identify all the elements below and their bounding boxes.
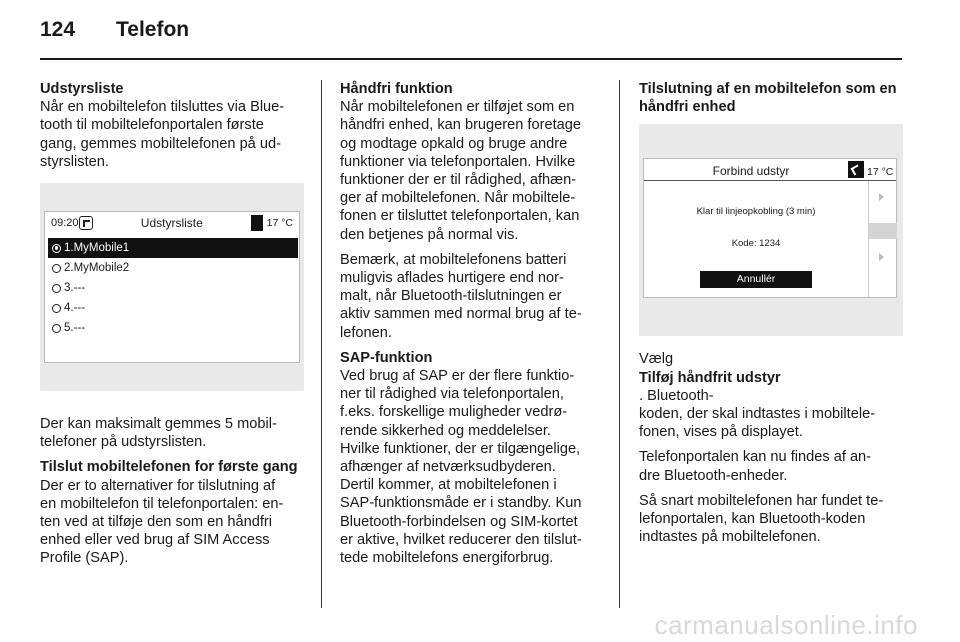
device-name: 1.MyMobile1 xyxy=(64,241,130,254)
device-list-screenshot xyxy=(40,183,304,391)
cancel-button: Annullér xyxy=(700,271,812,288)
text-line: en mobiltelefon til telefonportalen: en- xyxy=(40,495,284,512)
list-item xyxy=(48,298,298,318)
clock: 09:20 xyxy=(51,216,79,229)
text-line: f.eks. forskellige muligheder vedrø- xyxy=(340,404,568,421)
heading-udstyrsliste: Udstyrsliste xyxy=(40,81,124,97)
watermark: carmanualsonline.info xyxy=(654,610,918,640)
menu-reference: Tilføj håndfrit udstyr xyxy=(639,369,781,386)
text-fragment: . Bluetooth- xyxy=(639,387,714,404)
text-line: aktiv sammen med normal brug af te- xyxy=(340,306,582,323)
pairing-code: Kode: 1234 xyxy=(731,238,781,250)
text-line: koden, der skal indtastes i mobiltele- xyxy=(639,406,876,423)
screen-top-bar xyxy=(45,212,299,234)
text-line: Der er to alternativer for tilslutning af xyxy=(40,477,276,494)
text-line: muligvis aflades hurtigere end nor- xyxy=(340,270,564,287)
phone-connect-icon xyxy=(848,161,864,178)
text-line: er aktive, hvilket reducerer den tilslut- xyxy=(340,531,582,548)
text-line: Der kan maksimalt gemmes 5 mobil- xyxy=(40,416,277,433)
text-line: lefonen. xyxy=(340,324,392,341)
page-header xyxy=(40,18,189,48)
text-line: SAP-funktionsmåde er i standby. Kun xyxy=(340,495,582,512)
temperature: 17 °C xyxy=(867,166,894,179)
heading-first-connection: Tilslut mobiltelefonen for første gang xyxy=(40,459,298,476)
text-line: styrslisten. xyxy=(40,153,109,170)
text-line: afhænger af netværksudbyderen. xyxy=(340,459,556,476)
paragraph xyxy=(340,251,604,342)
temperature: 17 °C xyxy=(266,216,293,229)
text-line: Når mobiltelefonen er tilføjet som en xyxy=(340,99,575,116)
arrow-right-icon xyxy=(879,193,884,201)
heading-line: håndfri enhed xyxy=(639,99,736,116)
paragraph xyxy=(40,415,304,451)
column-divider xyxy=(321,80,322,608)
column-1 xyxy=(40,80,304,575)
heading-connect-handsfree xyxy=(639,80,903,116)
page-number: 124 xyxy=(40,18,76,41)
arrow-right-icon xyxy=(879,253,884,261)
header-rule xyxy=(40,58,902,60)
text-line: funktioner via telefonportalen. Hvilke xyxy=(340,153,576,170)
text-line: Så snart mobiltelefonen har fundet te- xyxy=(639,492,884,509)
connect-device-screenshot xyxy=(639,124,903,336)
text-line: Ved brug af SAP er der flere funktio- xyxy=(340,368,575,385)
heading-handsfree: Håndfri funktion xyxy=(340,81,453,97)
paragraph xyxy=(40,98,304,171)
radio-selected-icon xyxy=(52,244,61,253)
text-line: indtastes på mobiltelefonen. xyxy=(639,529,821,546)
display-screen xyxy=(643,158,897,298)
text-line: tooth til mobiltelefonportalen første xyxy=(40,117,264,134)
text-line: ner til rådighed via telefonportalen, xyxy=(340,386,564,403)
phone-status-icon xyxy=(251,215,263,231)
heading-sap: SAP-funktion xyxy=(340,349,433,366)
column-divider xyxy=(619,80,620,608)
text-line: Bluetooth-forbindelsen og SIM-kortet xyxy=(340,513,578,530)
text-line: Profile (SAP). xyxy=(40,550,129,567)
list-item xyxy=(48,238,298,258)
text-line: gang, gemmes mobiltelefonen på ud- xyxy=(40,135,281,152)
list-item xyxy=(48,258,298,278)
text-line: Bemærk, at mobiltelefonens batteri xyxy=(340,251,567,268)
column-2 xyxy=(340,80,604,574)
text-line xyxy=(639,350,903,405)
text-line: malt, når Bluetooth-tilslutningen er xyxy=(340,288,562,305)
device-name: 4.--- xyxy=(64,301,86,314)
text-line: dre Bluetooth-enheder. xyxy=(639,467,788,484)
text-line: Når en mobiltelefon tilsluttes via Blue- xyxy=(40,99,285,116)
screen-title: Udstyrsliste xyxy=(140,215,203,230)
text-line: lefonportalen, kan Bluetooth-koden xyxy=(639,511,866,528)
text-fragment: Vælg xyxy=(639,351,674,368)
device-name: 3.--- xyxy=(64,281,86,294)
paragraph xyxy=(639,350,903,441)
radio-icon xyxy=(52,264,61,273)
paragraph xyxy=(340,98,604,244)
section-title: Telefon xyxy=(116,18,190,41)
device-name: 2.MyMobile2 xyxy=(64,261,130,274)
paragraph xyxy=(639,448,903,484)
highlight-band xyxy=(869,223,897,239)
heading-line: Tilslutning af en mobiltelefon som en xyxy=(639,81,897,97)
text-line: telefoner på udstyrslisten. xyxy=(40,434,207,451)
paragraph xyxy=(340,367,604,567)
text-line: fonen er tilsluttet telefonportalen, kan xyxy=(340,208,580,225)
display-screen xyxy=(44,211,300,363)
text-line: rende sikkerhed og meddelelser. xyxy=(340,422,551,439)
list-item xyxy=(48,318,298,338)
screen-title-bar xyxy=(644,159,896,181)
phone-icon xyxy=(79,216,93,230)
device-list xyxy=(48,238,298,338)
radio-icon xyxy=(52,324,61,333)
text-line: og modtage opkald og bruge andre xyxy=(340,135,568,152)
column-3 xyxy=(639,80,903,553)
text-line: den betjenes på normal vis. xyxy=(340,226,519,243)
text-line: ger af mobiltelefonen. Når mobiltele- xyxy=(340,190,576,207)
list-item xyxy=(48,278,298,298)
text-line: ten ved at tilføje den som en håndfri xyxy=(40,514,273,531)
text-line: Dertil kommer, at mobiltelefonen i xyxy=(340,477,557,494)
text-line: funktioner der er til rådighed, afhæn- xyxy=(340,172,577,189)
status-message: Klar til linjeopkobling (3 min) xyxy=(696,206,816,218)
radio-icon xyxy=(52,284,61,293)
text-line: håndfri enhed, kan brugeren foretage xyxy=(340,117,581,134)
paragraph xyxy=(40,477,304,568)
screen-title: Forbind udstyr xyxy=(712,164,790,179)
device-name: 5.--- xyxy=(64,321,86,334)
text-line: tede mobiltelefons energiforbrug. xyxy=(340,550,554,567)
text-line: Hvilke funktioner, der er tilgængelige, xyxy=(340,440,581,457)
paragraph xyxy=(639,492,903,547)
radio-icon xyxy=(52,304,61,313)
text-line: enhed eller ved brug af SIM Access xyxy=(40,532,270,549)
side-scroll-area xyxy=(868,181,896,297)
text-line: fonen, vises på displayet. xyxy=(639,424,803,441)
text-line: Telefonportalen kan nu findes af an- xyxy=(639,449,872,466)
